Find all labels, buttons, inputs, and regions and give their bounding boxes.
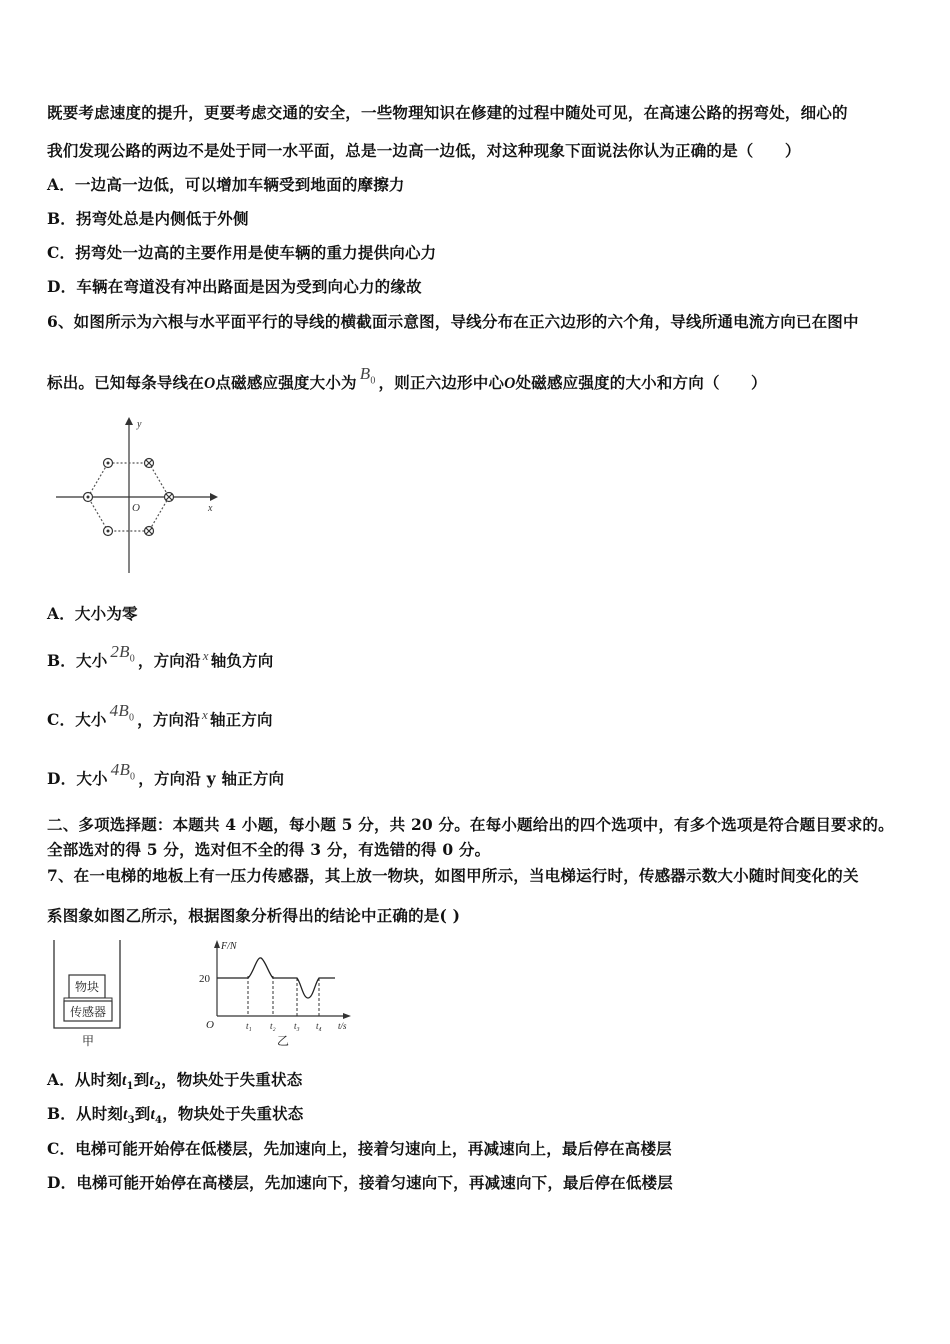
- q6-option-d: D．大小 $4B_0$ ，方向沿 y 轴正方向: [47, 760, 285, 788]
- origin-label: O: [132, 502, 140, 514]
- wire-out-upper-left: [104, 459, 113, 468]
- chart-force-line: [217, 958, 335, 998]
- sensor-label: 传感器: [69, 1005, 107, 1019]
- chart-x-tick-t2: t₂: [270, 1021, 276, 1031]
- q7-stem-line2: 系图象如图乙所示，根据图象分析得出的结论中正确的是( ): [47, 906, 461, 925]
- chart-x-tick-t1: t₁: [246, 1021, 252, 1031]
- chart-x-label: t/s: [338, 1021, 347, 1031]
- q6-option-b: B．大小 $2B_0$ ，方向沿 $^x$ 轴负方向: [47, 642, 274, 670]
- q6-stem-line2: 标出。已知每条导线在O点磁感应强度大小为 $B_0$ ，则正六边形中心O处磁感应强度的大小和方向（ ）: [47, 364, 767, 392]
- q5-stem-line2: 我们发现公路的两边不是处于同一水平面，总是一边高一边低，对这种现象下面说法你认为正确的是（ ）: [47, 141, 801, 160]
- y-axis-label: y: [137, 419, 142, 430]
- figure-jia-caption: 甲: [81, 1034, 95, 1048]
- chart-x-tick-t4: t₄: [316, 1021, 322, 1031]
- figure-yi-caption: 乙: [276, 1034, 290, 1048]
- chart-y-label: F/N: [221, 941, 237, 952]
- q7-stem-line1: 7、在一电梯的地板上有一压力传感器，其上放一物块，如图甲所示，当电梯运行时，传感器示数大小随时间变化的关: [47, 866, 859, 885]
- wire-out-lower-left: [104, 527, 113, 536]
- q5-option-c: C．拐弯处一边高的主要作用是使车辆的重力提供向心力: [47, 243, 437, 262]
- wire-in-upper-right: [145, 459, 154, 468]
- wire-out-left: [84, 493, 93, 502]
- q5-stem-line1: 既要考虑速度的提升，更要考虑交通的安全，一些物理知识在修建的过程中随处可见，在高速公路的拐弯处，细心的: [47, 103, 848, 122]
- x-axis-label: x: [208, 503, 213, 514]
- wire-in-right: [165, 493, 174, 502]
- chart-origin: O: [206, 1019, 214, 1031]
- figure-yi-force-time-chart: [195, 938, 365, 1050]
- q5-option-a: A．一边高一边低，可以增加车辆受到地面的摩擦力: [47, 175, 405, 194]
- section2-line2: 全部选对的得 5 分，选对但不全的得 3 分，有选错的得 0 分。: [47, 840, 491, 859]
- block-label: 物块: [74, 980, 100, 994]
- q5-option-d: D．车辆在弯道没有冲出路面是因为受到向心力的缘故: [47, 277, 422, 296]
- chart-x-tick-t3: t₃: [294, 1021, 300, 1031]
- chart-y-tick-20: 20: [199, 973, 210, 985]
- q7-option-b: B．从时刻$t_3$到$t_4$，物块处于失重状态: [47, 1104, 304, 1127]
- q7-option-a: A．从时刻$t_1$到$t_2$，物块处于失重状态: [47, 1070, 303, 1093]
- section2-line1: 二、多项选择题：本题共 4 小题，每小题 5 分，共 20 分。在每小题给出的四个选项中，有多个选项是符合题目要求的。: [47, 815, 894, 834]
- q6-option-a: A．大小为零: [47, 604, 138, 623]
- q6-stem-line1: 6、如图所示为六根与水平面平行的导线的横截面示意图，导线分布在正六边形的六个角，导线所通电流方向已在图中: [47, 312, 859, 331]
- figure-jia-elevator: [48, 938, 128, 1050]
- wire-in-lower-right: [145, 527, 154, 536]
- hexagon-wire-figure: [50, 413, 220, 578]
- q7-option-d: D．电梯可能开始停在高楼层，先加速向下，接着匀速向下，再减速向下，最后停在低楼层: [47, 1173, 673, 1192]
- q7-option-c: C．电梯可能开始停在低楼层，先加速向上，接着匀速向上，再减速向上，最后停在高楼层: [47, 1139, 672, 1158]
- q5-option-b: B．拐弯处总是内侧低于外侧: [47, 209, 249, 228]
- q6-option-c: C．大小 $4B_0$ ，方向沿 $^x$ 轴正方向: [47, 701, 273, 729]
